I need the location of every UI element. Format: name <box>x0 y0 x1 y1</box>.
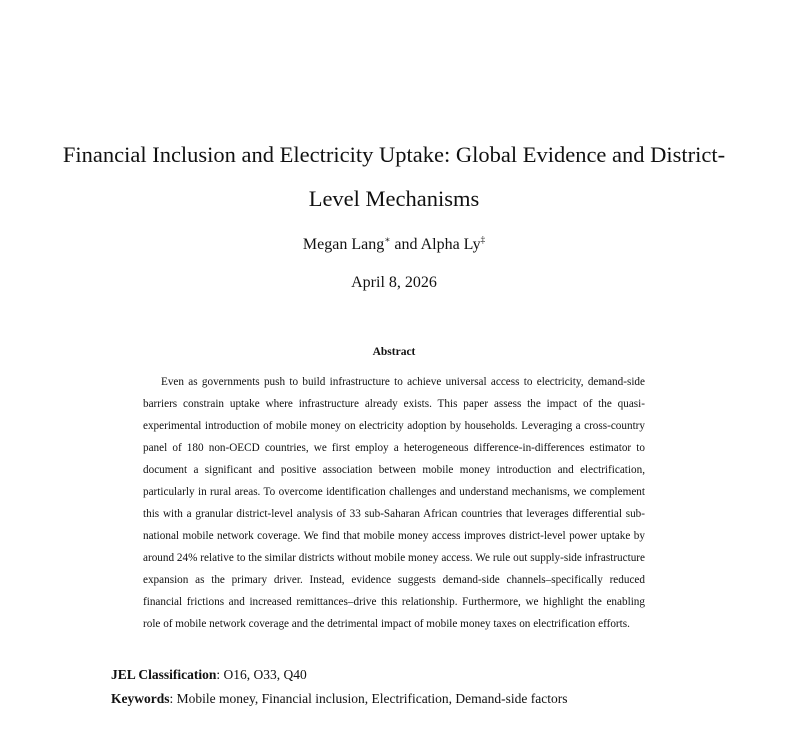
abstract-heading: Abstract <box>372 346 416 358</box>
jel-classification <box>111 666 731 684</box>
keywords-label: Keywords <box>111 691 170 706</box>
author-connector: and <box>394 236 418 253</box>
jel-codes: : O16, O33, Q40 <box>216 667 307 682</box>
keywords <box>111 690 731 708</box>
author-name: Megan Lang <box>302 236 385 253</box>
author-line <box>0 235 788 255</box>
keywords-list: : Mobile money, Financial inclusion, Electrification, Demand-side factors <box>169 691 568 706</box>
author-footnote-mark: ‡ <box>480 234 486 245</box>
paper-date: April 8, 2026 <box>351 274 437 291</box>
abstract-text: Even as governments push to build infrastructure to achieve universal access to electricity, demand-side barriers constrain uptake where infrastructure already exists. This paper assess the impact of the quasi-experimental introduction of mobile money on electricity adoption by households. Leveraging a cross-country panel of 180 non-OECD countries, we first employ a heterogeneous difference-in-differences estimator to document a significant and positive association between mobile money introduction and electrification, particularly in rural areas. To overcome identification challenges and understand mechanisms, we complement this with a granular district-level analysis of 33 sub-Saharan African countries that leverages differential sub-national mobile network coverage. We find that mobile money access improves district-level power uptake by around 24% relative to the similar districts without mobile money access. We rule out supply-side infrastructure expansion as the primary driver. Instead, evidence suggests demand-side channels–specifically reduced financial frictions and increased remittances–drive this relationship. Furthermore, we highlight the enabling role of mobile network coverage and the detrimental impact of mobile money taxes on electrification efforts. <box>143 376 645 630</box>
paper-title: Financial Inclusion and Electricity Uptake: Global Evidence and District-Level Mechanisms <box>62 142 726 211</box>
jel-label: JEL Classification <box>111 667 217 682</box>
author-footnote-mark: ∗ <box>384 234 391 245</box>
author-name: Alpha Ly <box>420 236 481 253</box>
